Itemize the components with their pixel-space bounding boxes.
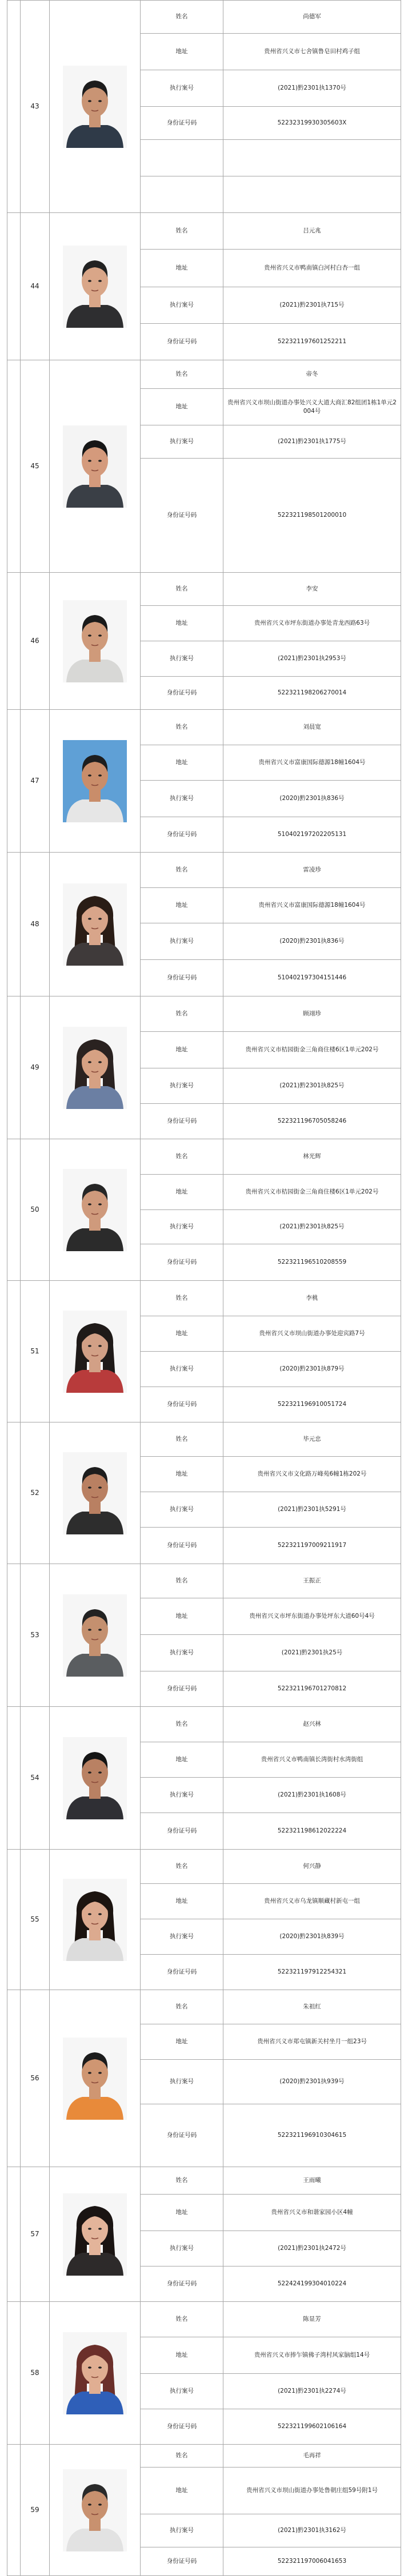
field-label-name: 姓名 xyxy=(141,573,223,606)
field-value-name: 朱祖红 xyxy=(223,1990,401,2024)
field-value-id-no: 522321197009211917 xyxy=(223,1528,401,1564)
photo-cell xyxy=(50,996,141,1139)
field-label-name: 姓名 xyxy=(141,1139,223,1175)
field-label-address: 地址 xyxy=(141,2024,223,2060)
row-number: 44 xyxy=(21,213,50,360)
table-row xyxy=(7,1281,401,1316)
field-value-address: 贵州省兴义市捧乍镇佛子湾村风家脑组14号 xyxy=(223,2337,401,2374)
field-value-id-no: 522321196910051724 xyxy=(223,1387,401,1422)
field-label-address: 地址 xyxy=(141,34,223,70)
empty-label-cell xyxy=(141,176,223,213)
photo-cell xyxy=(50,853,141,996)
field-value-case-no: (2021)黔2301执2274号 xyxy=(223,2374,401,2409)
field-label-case-no: 执行案号 xyxy=(141,2514,223,2547)
field-value-case-no: (2021)黔2301执2472号 xyxy=(223,2231,401,2266)
outer-margin-cell xyxy=(7,1707,21,1850)
field-label-case-no: 执行案号 xyxy=(141,287,223,324)
field-label-address: 地址 xyxy=(141,1742,223,1778)
field-label-case-no: 执行案号 xyxy=(141,1352,223,1387)
row-number: 54 xyxy=(21,1707,50,1850)
field-label-id-no: 身份证号码 xyxy=(141,1671,223,1707)
field-value-id-no: 522321198206270014 xyxy=(223,677,401,710)
field-value-address: 贵州省兴义市坪东街道办事处青龙西路63号 xyxy=(223,606,401,641)
field-value-id-no: 522321196705058246 xyxy=(223,1104,401,1139)
photo-cell xyxy=(50,1564,141,1707)
person-photo xyxy=(63,600,127,682)
field-label-id-no: 身份证号码 xyxy=(141,1104,223,1139)
table-row xyxy=(7,853,401,888)
row-number: 59 xyxy=(21,2445,50,2576)
field-label-id-no: 身份证号码 xyxy=(141,960,223,996)
row-number: 55 xyxy=(21,1850,50,1990)
field-label-case-no: 执行案号 xyxy=(141,70,223,107)
outer-margin-cell xyxy=(7,1850,21,1990)
field-value-name: 雷凌珍 xyxy=(223,853,401,888)
outer-margin-cell xyxy=(7,1,21,213)
row-number: 46 xyxy=(21,573,50,710)
person-photo xyxy=(63,2193,127,2276)
field-label-case-no: 执行案号 xyxy=(141,1068,223,1104)
outer-margin-cell xyxy=(7,2302,21,2445)
field-value-id-no: 522321197601252211 xyxy=(223,324,401,360)
table-row xyxy=(7,1422,401,1457)
person-photo xyxy=(63,2332,127,2414)
field-value-id-no: 510402197304151446 xyxy=(223,960,401,996)
outer-margin-cell xyxy=(7,1281,21,1422)
photo-cell xyxy=(50,1,141,213)
photo-cell xyxy=(50,213,141,360)
row-number: 56 xyxy=(21,1990,50,2167)
field-label-address: 地址 xyxy=(141,1884,223,1919)
table-row xyxy=(7,1707,401,1742)
photo-cell xyxy=(50,710,141,853)
field-value-name: 何兴静 xyxy=(223,1850,401,1884)
field-value-case-no: (2021)黔2301执1608号 xyxy=(223,1778,401,1813)
table-row xyxy=(7,360,401,389)
field-label-name: 姓名 xyxy=(141,1990,223,2024)
field-label-name: 姓名 xyxy=(141,2302,223,2337)
outer-margin-cell xyxy=(7,1564,21,1707)
field-value-address: 贵州省兴义市鸭南镇白河村白杏一组 xyxy=(223,250,401,287)
field-value-case-no: (2021)黔2301执715号 xyxy=(223,287,401,324)
table-row xyxy=(7,2167,401,2195)
field-label-name: 姓名 xyxy=(141,2167,223,2195)
field-label-address: 地址 xyxy=(141,888,223,923)
field-label-address: 地址 xyxy=(141,2337,223,2374)
field-value-id-no: 522321196510208559 xyxy=(223,1244,401,1281)
photo-cell xyxy=(50,1281,141,1422)
person-photo xyxy=(63,425,127,508)
field-value-address: 贵州省兴义市桔园街金三角商住楼6区1单元202号 xyxy=(223,1032,401,1068)
field-value-address: 贵州省兴义市乌龙镇顺藏村新屯一组 xyxy=(223,1884,401,1919)
field-label-name: 姓名 xyxy=(141,1850,223,1884)
person-photo xyxy=(63,1452,127,1534)
field-label-case-no: 执行案号 xyxy=(141,641,223,677)
field-label-id-no: 身份证号码 xyxy=(141,1955,223,1990)
field-label-id-no: 身份证号码 xyxy=(141,324,223,360)
field-label-id-no: 身份证号码 xyxy=(141,2547,223,2576)
field-value-address: 贵州省兴义市鸭南镇长湾街村水湾街组 xyxy=(223,1742,401,1778)
field-label-address: 地址 xyxy=(141,1316,223,1352)
field-label-address: 地址 xyxy=(141,250,223,287)
photo-cell xyxy=(50,1850,141,1990)
field-value-address: 贵州省兴义市坝山街道办事处迎宾路7号 xyxy=(223,1316,401,1352)
field-label-id-no: 身份证号码 xyxy=(141,2409,223,2445)
field-label-name: 姓名 xyxy=(141,360,223,389)
field-value-name: 帝冬 xyxy=(223,360,401,389)
outer-margin-cell xyxy=(7,360,21,573)
field-value-case-no: (2020)黔2301执939号 xyxy=(223,2060,401,2104)
photo-cell xyxy=(50,1707,141,1850)
field-value-id-no: 522321198501200010 xyxy=(223,459,401,573)
row-number: 51 xyxy=(21,1281,50,1422)
row-number: 53 xyxy=(21,1564,50,1707)
person-photo xyxy=(63,1169,127,1251)
field-value-id-no: 522424199304010224 xyxy=(223,2266,401,2302)
outer-margin-cell xyxy=(7,2445,21,2576)
field-label-name: 姓名 xyxy=(141,710,223,745)
field-label-case-no: 执行案号 xyxy=(141,1635,223,1671)
person-photo xyxy=(63,740,127,822)
person-photo xyxy=(63,1879,127,1961)
field-value-address: 贵州省兴义市郑屯镇新关村坐月一组23号 xyxy=(223,2024,401,2060)
table-row xyxy=(7,2302,401,2337)
field-label-name: 姓名 xyxy=(141,2445,223,2468)
field-label-address: 地址 xyxy=(141,1175,223,1210)
field-value-case-no: (2021)黔2301执2953号 xyxy=(223,641,401,677)
table-row xyxy=(7,1,401,34)
field-value-case-no: (2020)黔2301执836号 xyxy=(223,781,401,817)
empty-value-cell xyxy=(223,140,401,176)
table-row xyxy=(7,1139,401,1175)
field-label-id-no: 身份证号码 xyxy=(141,1244,223,1281)
field-label-id-no: 身份证号码 xyxy=(141,1387,223,1422)
table-row xyxy=(7,1564,401,1598)
field-label-name: 姓名 xyxy=(141,1564,223,1598)
photo-cell xyxy=(50,360,141,573)
photo-cell xyxy=(50,2302,141,2445)
field-label-id-no: 身份证号码 xyxy=(141,677,223,710)
photo-cell xyxy=(50,2445,141,2576)
field-label-name: 姓名 xyxy=(141,853,223,888)
field-label-case-no: 执行案号 xyxy=(141,425,223,459)
row-number: 58 xyxy=(21,2302,50,2445)
field-value-name: 顾翊珍 xyxy=(223,996,401,1032)
field-label-id-no: 身份证号码 xyxy=(141,817,223,853)
field-label-case-no: 执行案号 xyxy=(141,2060,223,2104)
row-number: 47 xyxy=(21,710,50,853)
field-value-id-no: 522321197006041653 xyxy=(223,2547,401,2576)
field-label-case-no: 执行案号 xyxy=(141,1210,223,1244)
field-value-id-no: 510402197202205131 xyxy=(223,817,401,853)
table-row xyxy=(7,1850,401,1884)
table-body xyxy=(7,1,401,2576)
field-value-name: 赵兴林 xyxy=(223,1707,401,1742)
field-value-case-no: (2020)黔2301执839号 xyxy=(223,1919,401,1955)
field-value-name: 王振正 xyxy=(223,1564,401,1598)
field-label-address: 地址 xyxy=(141,2468,223,2514)
field-label-address: 地址 xyxy=(141,745,223,781)
photo-cell xyxy=(50,2167,141,2302)
field-label-case-no: 执行案号 xyxy=(141,1919,223,1955)
field-value-case-no: (2021)黔2301执825号 xyxy=(223,1210,401,1244)
row-number: 49 xyxy=(21,996,50,1139)
outer-margin-cell xyxy=(7,853,21,996)
wanted-persons-table xyxy=(7,0,401,2576)
field-label-id-no: 身份证号码 xyxy=(141,107,223,140)
field-value-id-no: 522321196701270812 xyxy=(223,1671,401,1707)
field-value-address: 贵州省兴义市富康国际德源18幢1604号 xyxy=(223,745,401,781)
row-number: 48 xyxy=(21,853,50,996)
field-label-name: 姓名 xyxy=(141,213,223,250)
field-value-name: 刘晨宽 xyxy=(223,710,401,745)
field-label-address: 地址 xyxy=(141,1032,223,1068)
field-label-id-no: 身份证号码 xyxy=(141,2266,223,2302)
field-value-case-no: (2021)黔2301执25号 xyxy=(223,1635,401,1671)
empty-value-cell xyxy=(223,176,401,213)
field-label-case-no: 执行案号 xyxy=(141,2231,223,2266)
field-value-case-no: (2021)黔2301执1775号 xyxy=(223,425,401,459)
field-label-name: 姓名 xyxy=(141,1281,223,1316)
outer-margin-cell xyxy=(7,2167,21,2302)
field-value-id-no: 522321198612022224 xyxy=(223,1813,401,1850)
person-photo xyxy=(63,1737,127,1819)
outer-margin-cell xyxy=(7,996,21,1139)
photo-cell xyxy=(50,573,141,710)
field-value-name: 尚德军 xyxy=(223,1,401,34)
field-value-address: 贵州省兴义市文化路万峰苑6幢1栋202号 xyxy=(223,1457,401,1492)
field-label-address: 地址 xyxy=(141,1598,223,1635)
table-row xyxy=(7,1990,401,2024)
table-row xyxy=(7,2445,401,2468)
table-row xyxy=(7,573,401,606)
field-value-name: 林光辉 xyxy=(223,1139,401,1175)
row-number: 43 xyxy=(21,1,50,213)
field-value-address: 贵州省兴义市七舍镇鲁皂田村鸡子组 xyxy=(223,34,401,70)
field-value-name: 陈显芳 xyxy=(223,2302,401,2337)
field-value-address: 贵州省兴义市桔园街金三角商住楼6区1单元202号 xyxy=(223,1175,401,1210)
row-number: 57 xyxy=(21,2167,50,2302)
field-value-name: 毛再祥 xyxy=(223,2445,401,2468)
person-photo xyxy=(63,1027,127,1109)
outer-margin-cell xyxy=(7,213,21,360)
field-value-id-no: 522321196910304615 xyxy=(223,2104,401,2167)
photo-cell xyxy=(50,1139,141,1281)
field-value-name: 吕元兆 xyxy=(223,213,401,250)
field-value-address: 贵州省兴义市坝山街道办事处鲁朝庄组59号附1号 xyxy=(223,2468,401,2514)
outer-margin-cell xyxy=(7,573,21,710)
field-label-case-no: 执行案号 xyxy=(141,2374,223,2409)
outer-margin-cell xyxy=(7,1139,21,1281)
field-value-name: 毕元忠 xyxy=(223,1422,401,1457)
field-label-name: 姓名 xyxy=(141,996,223,1032)
field-value-id-no: 522321199602106164 xyxy=(223,2409,401,2445)
field-label-case-no: 执行案号 xyxy=(141,1778,223,1813)
empty-label-cell xyxy=(141,140,223,176)
table-row xyxy=(7,710,401,745)
field-value-case-no: (2020)黔2301执879号 xyxy=(223,1352,401,1387)
field-value-case-no: (2021)黔2301执1370号 xyxy=(223,70,401,107)
field-value-case-no: (2021)黔2301执825号 xyxy=(223,1068,401,1104)
field-value-case-no: (2021)黔2301执5291号 xyxy=(223,1492,401,1528)
field-value-address: 贵州省兴义市和谐家园小区4幢 xyxy=(223,2195,401,2231)
field-label-id-no: 身份证号码 xyxy=(141,2104,223,2167)
field-label-address: 地址 xyxy=(141,606,223,641)
field-value-id-no: 52232319930305603X xyxy=(223,107,401,140)
field-label-case-no: 执行案号 xyxy=(141,1492,223,1528)
field-label-id-no: 身份证号码 xyxy=(141,1813,223,1850)
outer-margin-cell xyxy=(7,1990,21,2167)
outer-margin-cell xyxy=(7,1422,21,1564)
field-label-case-no: 执行案号 xyxy=(141,923,223,960)
field-label-id-no: 身份证号码 xyxy=(141,1528,223,1564)
photo-cell xyxy=(50,1990,141,2167)
field-value-name: 王雨曦 xyxy=(223,2167,401,2195)
field-value-name: 李桃 xyxy=(223,1281,401,1316)
field-value-address: 贵州省兴义市坪东街道办事处坪东大道60号4号 xyxy=(223,1598,401,1635)
field-label-name: 姓名 xyxy=(141,1707,223,1742)
photo-cell xyxy=(50,1422,141,1564)
field-label-address: 地址 xyxy=(141,1457,223,1492)
field-value-id-no: 522321197912254321 xyxy=(223,1955,401,1990)
field-value-case-no: (2021)黔2301执3162号 xyxy=(223,2514,401,2547)
person-photo xyxy=(63,883,127,966)
outer-margin-cell xyxy=(7,710,21,853)
person-photo xyxy=(63,2038,127,2120)
row-number: 50 xyxy=(21,1139,50,1281)
table-row xyxy=(7,996,401,1032)
row-number: 52 xyxy=(21,1422,50,1564)
person-photo xyxy=(63,1594,127,1677)
field-label-name: 姓名 xyxy=(141,1422,223,1457)
field-label-case-no: 执行案号 xyxy=(141,781,223,817)
field-label-name: 姓名 xyxy=(141,1,223,34)
person-photo xyxy=(63,66,127,148)
person-photo xyxy=(63,246,127,328)
field-value-address: 贵州省兴义市富康国际德源18幢1604号 xyxy=(223,888,401,923)
field-label-id-no: 身份证号码 xyxy=(141,459,223,573)
field-value-name: 李安 xyxy=(223,573,401,606)
person-photo xyxy=(63,1311,127,1393)
field-label-address: 地址 xyxy=(141,2195,223,2231)
row-number: 45 xyxy=(21,360,50,573)
field-value-case-no: (2020)黔2301执836号 xyxy=(223,923,401,960)
table-row xyxy=(7,213,401,250)
field-value-address: 贵州省兴义市坝山街道办事处兴义大道大商汇82组团1栋1单元2004号 xyxy=(223,389,401,425)
field-label-address: 地址 xyxy=(141,389,223,425)
